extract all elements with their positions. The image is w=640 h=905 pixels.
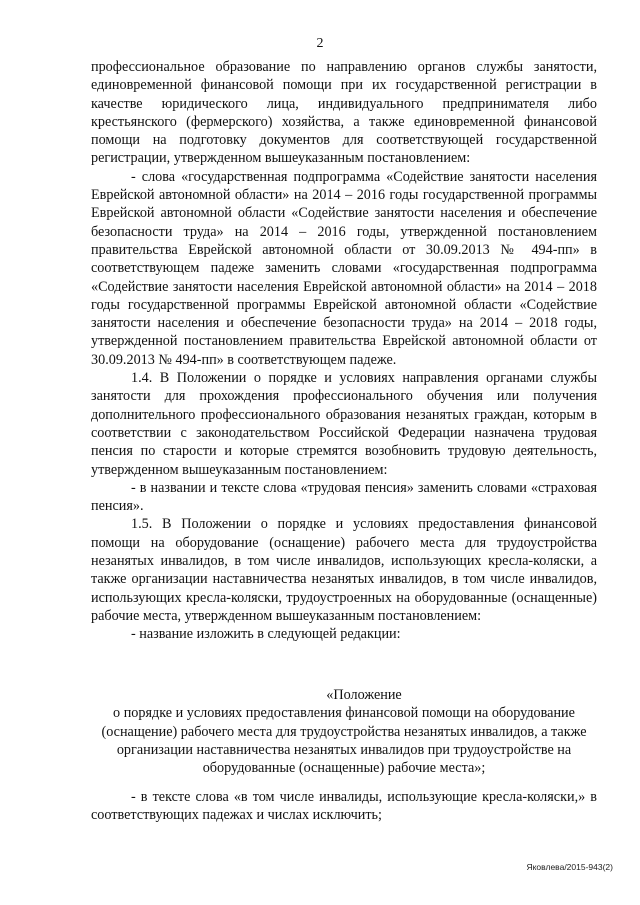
paragraph-continuation: профессиональное образование по направлению органов службы занятости, единовременной финансовой помощи при их государственной регистрации в качестве юридического лица, индивидуального предпринимателя либо крестьянского (фермерского) хозяйства, а также единовременной финансовой помощи на подготовку документов для соответствующей государственной регистрации, утвержденном вышеуказанным постановлением: [91,59,597,167]
document-body [91,58,597,644]
quote-heading: «Положение [326,687,402,703]
quoted-regulation-title [91,686,597,777]
quote-text: о порядке и условиях предоставления финансовой помощи на оборудование (оснащение) рабочего места для трудоустройства незанятых инвалидов, а также организации наставничества незанятых инвалидов при трудоустройстве на оборудованные (оснащенные) рабочие места»; [101,705,587,777]
paragraph-section-1-4: 1.4. В Положении о порядке и условиях направления органами службы занятости для прохождения профессионального обучения или получения дополнительного профессионального образования незанятых граждан, которым в соответствии с законодательством Российской Федерации назначена трудовая пенсия по старости и которые стремятся возобновить трудовую деятельность, утвержденном вышеуказанным постановлением: [91,370,597,478]
paragraph-section-1-5: 1.5. В Положении о порядке и условиях предоставления финансовой помощи на оборудование (оснащение) рабочего места для трудоустройства незанятых инвалидов, в том числе инвалидов, использующих кресла-коляски, а также организации наставничества незанятых инвалидов, в том числе инвалидов, использующих кресла-коляски, трудоустроенных на оборудованные (оснащенные) рабочие места, утвержденном вышеуказанным постановлением: [91,516,597,624]
page-number: 2 [316,36,324,51]
document-final-section [91,788,597,825]
paragraph-pension-replacement: - в названии и тексте слова «трудовая пенсия» заменить словами «страховая пенсия». [91,479,597,515]
paragraph-title-change: - название изложить в следующей редакции: [131,626,401,643]
document-reference-code: Яковлева/2015-943(2) [526,862,613,872]
paragraph-exclusion-clause: - в тексте слова «в том числе инвалиды, использующие кресла-коляски,» в соответствующих падежах и числах исключить; [91,789,597,824]
paragraph-replacement-clause: - слова «государственная подпрограмма «Содействие занятости населения Еврейской автономной области» на 2014 – 2016 годы государственной программы Еврейской автономной области «Содействие занятости населения и обеспечение безопасности труда» на 2014 – 2016 годы, утвержденной постановлением правительства Еврейской автономной области от 30.09.2013 № 494-пп» в соответствующем падеже заменить словами «государственная подпрограмма «Содействие занятости населения Еврейской автономной области» на 2014 – 2018 годы государственной программы Еврейской автономной области «Содействие занятости населения и обеспечение безопасности труда» на 2014 – 2018 годы, утвержденной постановлением правительства Еврейской автономной области от 30.09.2013 № 494-пп» в соответствующем падеже. [91,168,597,368]
